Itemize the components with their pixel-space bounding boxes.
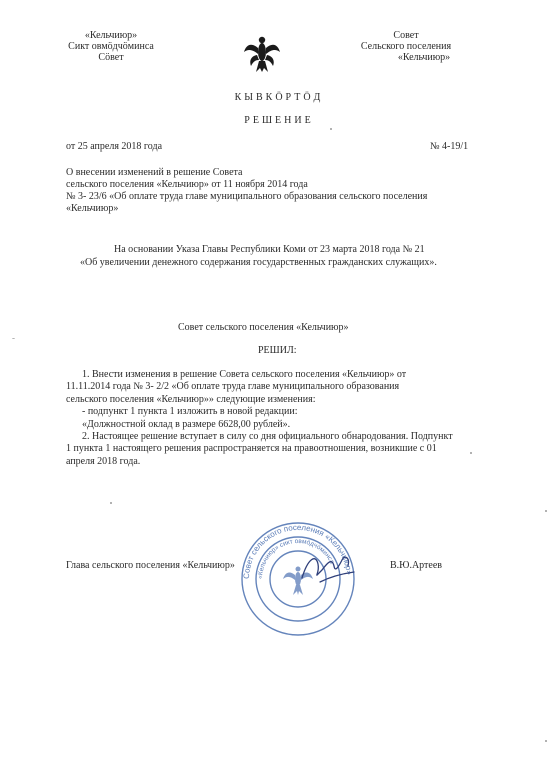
scan-speck <box>110 502 112 504</box>
doc-type-komi: КЫВКӦРТӦД <box>234 92 324 103</box>
subject-line-1: О внесении изменений в решение Совета <box>66 167 243 178</box>
scan-speck <box>470 452 472 454</box>
body-line-4: - подпункт 1 пункта 1 изложить в новой редакции: <box>82 406 298 418</box>
subject-line-3: № 3- 23/6 «Об оплате труда главе муниципального образования сельского поселения <box>66 191 428 202</box>
coat-of-arms-emblem <box>242 30 282 74</box>
header-left-line-3: Сӧвет <box>98 52 124 63</box>
header-right-ru <box>350 30 462 63</box>
stamp-outer-text: Совет сельского поселения «Кельчиюр» <box>241 522 354 580</box>
body-line-6: 2. Настоящее решение вступает в силу со дня официального обнародования. Подпункт <box>82 431 453 443</box>
header-right-line-2: Сельского поселения <box>360 41 452 52</box>
header-right-line-3: «Кельчиюр» <box>397 52 451 63</box>
stamp-inner-text: «Кельчиюр» сикт овмӧдчӧминса <box>256 537 336 580</box>
basis-line-2: «Об увеличении денежного содержания государственных гражданских служащих». <box>80 257 437 268</box>
body-line-5: «Должностной оклад в размере 6628,00 рублей». <box>82 418 291 430</box>
header-right-line-1: Совет <box>393 30 419 41</box>
document-number: № 4-19/1 <box>430 141 469 152</box>
signature-title: Глава сельского поселения «Кельчиюр» <box>66 560 235 571</box>
subject-line-2: сельского поселения «Кельчиюр» от 11 ноября 2014 года <box>66 179 308 190</box>
document-subject <box>66 167 427 215</box>
basis-line-1: На основании Указа Главы Республики Коми от 23 марта 2018 года № 21 <box>114 244 425 255</box>
decided-heading: РЕШИЛ: <box>258 345 297 356</box>
body-line-3: сельского поселения «Кельчиюр»» следующие изменения: <box>66 393 316 405</box>
scan-speck <box>12 338 15 339</box>
handwritten-signature <box>298 548 358 588</box>
scan-speck <box>545 740 547 742</box>
header-left-komi <box>56 30 166 63</box>
signatory-name: В.Ю.Артеев <box>390 560 443 571</box>
document-date: от 25 апреля 2018 года <box>66 141 163 152</box>
body-line-8: апреля 2018 года. <box>66 455 141 467</box>
scan-speck <box>330 128 332 130</box>
doc-type-ru: РЕШЕНИЕ <box>244 115 314 126</box>
header-left-line-1: «Кельчиюр» <box>84 30 138 41</box>
council-heading: Совет сельского поселения «Кельчиюр» <box>178 322 349 333</box>
body-line-2: 11.11.2014 года № 3- 2/2 «Об оплате труда главе муниципального образования <box>66 381 400 393</box>
decision-body <box>66 369 453 468</box>
body-line-7: 1 пункта 1 настоящего решения распространяется на правоотношения, возникшие с 01 <box>66 443 437 455</box>
header-left-line-2: Сикт овмӧдчӧминса <box>68 41 154 52</box>
subject-line-4: «Кельчиюр» <box>66 203 119 214</box>
scan-speck <box>545 510 547 512</box>
body-line-1: 1. Внести изменения в решение Совета сельского поселения «Кельчиюр» от <box>82 369 407 380</box>
